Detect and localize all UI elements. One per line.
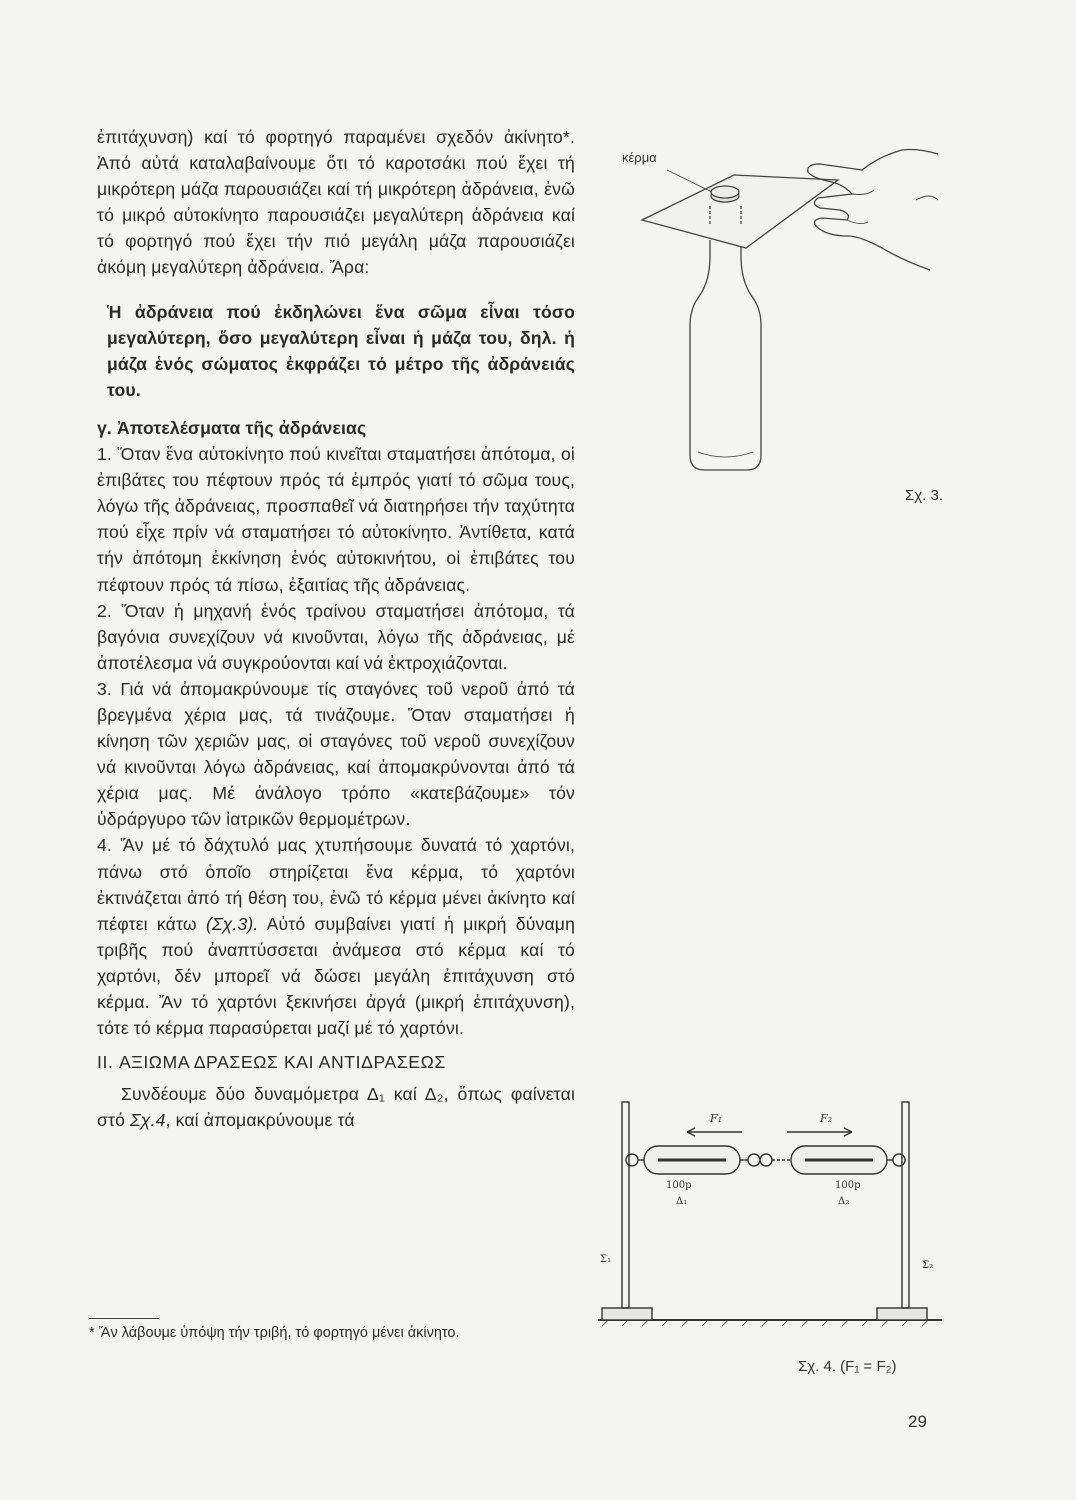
item-1: 1. Ὅταν ἕνα αὐτοκίνητο πού κινεῖται σταματήσει ἀπότομα, οἱ ἐπιβάτες του πέφτουν πρός τά ἐμπρός γιατί τό σῶμα τους, λόγω τῆς ἀδράνειας, προσπαθεῖ νά διατηρήσει τήν ταχύτητα πού εἶχε πρίν νά σταματήσει τό αὐτοκίνητο. Ἀντίθετα, κατά τήν ἀπότομη ἐκκίνηση ἑνός αὐτοκινήτου, οἱ ἐπιβάτες του πέφτουν πρός τά πίσω, ἐξαιτίας τῆς ἀδράνειας. [97, 444, 575, 595]
section-heading-ii: II. ΑΞΙΩΜΑ ΔΡΑΣΕΩΣ ΚΑΙ ΑΝΤΙΔΡΑΣΕΩΣ [97, 1052, 446, 1073]
reading-1: 100p [666, 1180, 692, 1191]
item-4-text-a: 4. Ἄν μέ τό δάχτυλό μας χτυπήσουμε δυνατά τό χαρτόνι, πάνω στό ὁποῖο στηρίζεται ἕνα κέρμα, τό χαρτόνι ἐκτινάζεται ἀπό τή θέση του, ἐνῶ τό κέρμα μένει ἀκίνητο καί πέφτει κάτω [97, 835, 575, 934]
label-d2: Δ₂ [838, 1196, 850, 1207]
card [642, 175, 838, 248]
hand-icon [808, 150, 938, 271]
fig4-caption: Σχ. 4. (F₁ = F₂) [798, 1358, 897, 1375]
item-2: 2. Ὅταν ἡ μηχανή ἑνός τραίνου σταματήσει ἀπότομα, τά βαγόνια συνεχίζουν νά κινοῦνται, λόγω τῆς ἀδράνειας, μέ ἀποτέλεσμα νά συγκρούονται καί νά ἐκτροχιάζονται. [97, 600, 575, 673]
stand-base-right [877, 1308, 927, 1320]
stand-pole-left [622, 1102, 629, 1308]
paragraph-last [97, 1081, 575, 1133]
label-f2: F₂ [820, 1112, 833, 1125]
principle-statement: Ἡ ἀδράνεια πού ἐκδηλώνει ἕνα σῶμα εἶναι τόσο μεγαλύτερη, ὅσο μεγαλύτερη εἶναι ἡ μάζα του, δηλ. ἡ μάζα ἑνός σώματος ἐκφράζει τό μέτρο τῆς ἀδράνειάς του. [107, 301, 575, 400]
figure-3-bottle-coin [612, 130, 942, 500]
item-3: 3. Γιά νά ἀπομακρύνουμε τίς σταγόνες τοῦ νεροῦ ἀπό τά βρεγμένα χέρια μας, τά τινάζουμε. Ὅταν σταματήσει ἡ κίνηση τῶν χεριῶν μας, οἱ σταγόνες τοῦ νεροῦ συνεχίζουν νά κινοῦνται λόγω ἀδράνειας, καί ἀπομακρύνονται ἀπό τά χέρια μας. Μέ ἀνάλογο τρόπο «κατεβάζουμε» τόν ὑδράργυρο τῶν ἰατρικῶν θερμομέτρων. [97, 678, 575, 830]
page-number: 29 [908, 1412, 927, 1431]
label-s2: Σ₂ [922, 1260, 934, 1271]
last-text-b: , καί ἀπομακρύνουμε τά [165, 1110, 355, 1131]
footnote: * Ἄν λάβουμε ὑπόψη τήν τριβή, τό φορτηγό μένει ἀκίνητο. [89, 1325, 460, 1341]
fig4-reference: Σχ.4 [130, 1110, 166, 1131]
label-s1: Σ₁ [600, 1254, 612, 1265]
last-text-a: Συνδέουμε δύο δυναμόμετρα Δ₁ καί Δ₂, ὅπως φαίνεται στό [97, 1084, 575, 1131]
stand-pole-right [902, 1102, 909, 1308]
fig3-reference: (Σχ.3). [205, 913, 259, 934]
reading-2: 100p [835, 1180, 861, 1191]
item-4 [97, 832, 575, 1041]
section-heading-g: γ. Ἀποτελέσματα τῆς ἀδράνειας [97, 417, 367, 438]
main-text-column [97, 124, 575, 1133]
figure-4-dynamometers [592, 1088, 962, 1338]
item-4-text-b: Αὐτό συμβαίνει γιατί ἡ μικρή δύναμη τριβῆς πού ἀναπτύσσεται ἀνάμεσα στό κέρμα καί τό χαρτόνι, δέν μπορεῖ νά δώσει μεγάλη ἐπιτάχυνση στό κέρμα. Ἄν τό χαρτόνι ξεκινήσει ἀργά (μικρή ἐπιτάχυνση), τότε τό κέρμα παρασύρεται μαζί μέ τό χαρτόνι. [97, 913, 576, 1039]
fig3-caption: Σχ. 3. [905, 487, 943, 504]
footnote-rule [89, 1318, 159, 1319]
bottle-outline [690, 240, 761, 470]
label-d1: Δ₁ [676, 1196, 688, 1207]
stand-base-left [602, 1308, 652, 1320]
label-f1: F₁ [710, 1112, 723, 1125]
label-coin: κέρμα [622, 150, 657, 165]
paragraph-intro: ἐπιτάχυνση) καί τό φορτηγό παραμένει σχεδόν ἀκίνητο*. Ἀπό αὐτά καταλαβαίνουμε ὅτι τό καροτσάκι πού ἔχει τή μικρότερη μάζα παρουσιάζει καί τή μικρότερη ἀδράνεια, ἐνῶ τό μικρό αὐτοκίνητο παρουσιάζει μεγαλύτερη ἀδράνεια καί τό φορτηγό πού ἔχει τήν πιό μεγάλη μάζα παρουσιάζει ἀκόμη μεγαλύτερη ἀδράνεια. Ἄρα: [97, 127, 575, 278]
